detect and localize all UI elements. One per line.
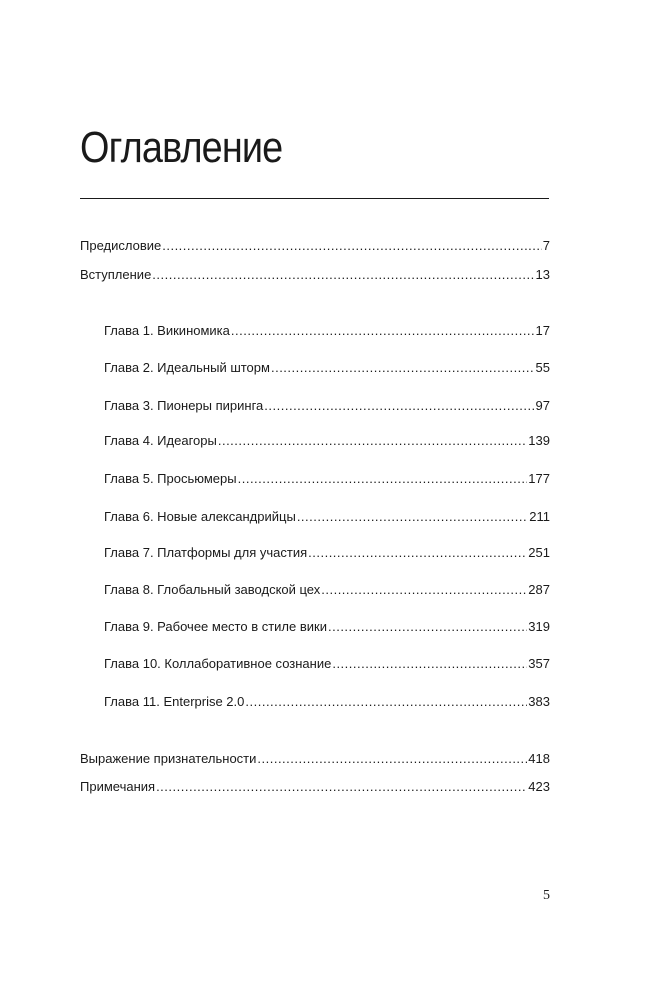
toc-entry-label: Глава 6. Новые александрийцы (104, 509, 296, 524)
toc-entry-page: 287 (528, 582, 550, 597)
toc-entry-label: Примечания (80, 779, 156, 794)
dot-leader (218, 430, 527, 452)
toc-entry-page: 13 (535, 267, 550, 282)
toc-entry-page: 319 (528, 619, 550, 634)
toc-chapter-entry (104, 616, 550, 638)
toc-chapter-entry (104, 542, 550, 564)
toc-chapter-entry (104, 579, 550, 601)
toc-entry-label: Вступление (80, 267, 152, 282)
dot-leader (156, 776, 527, 798)
title-divider (80, 198, 549, 199)
toc-entry-label: Глава 5. Просьюмеры (104, 471, 237, 486)
toc-chapter-entry (104, 357, 550, 379)
page-title: Оглавление (80, 123, 283, 172)
toc-entry-page: 139 (528, 433, 550, 448)
toc-entry-page: 177 (528, 471, 550, 486)
page-number: 5 (543, 888, 550, 903)
toc-chapter-entry (104, 430, 550, 452)
toc-entry-page: 55 (535, 360, 550, 375)
dot-leader (308, 542, 527, 564)
toc-entry-label: Глава 1. Викиномика (104, 323, 230, 338)
toc-chapter-entry (104, 653, 550, 675)
toc-entry-page: 211 (529, 509, 550, 524)
dot-leader (264, 395, 534, 417)
toc-entry-label: Глава 9. Рабочее место в стиле вики (104, 619, 327, 634)
toc-entry-page: 17 (535, 323, 550, 338)
toc-entry-page: 7 (542, 238, 550, 253)
toc-chapter-entry (104, 691, 550, 713)
toc-entry (80, 776, 550, 798)
toc-entry-label: Глава 4. Идеагоры (104, 433, 217, 448)
dot-leader (162, 235, 542, 257)
toc-entry-label: Глава 8. Глобальный заводской цех (104, 582, 321, 597)
toc-entry (80, 748, 550, 770)
toc-entry (80, 235, 550, 257)
toc-entry-label: Глава 11. Enterprise 2.0 (104, 694, 245, 709)
dot-leader (238, 468, 528, 490)
dot-leader (321, 579, 527, 601)
toc-entry-label: Глава 10. Коллаборативное сознание (104, 656, 332, 671)
dot-leader (328, 616, 527, 638)
dot-leader (231, 320, 535, 342)
toc-entry-page: 383 (528, 694, 550, 709)
dot-leader (257, 748, 527, 770)
toc-chapter-entry (104, 506, 550, 528)
toc-chapter-entry (104, 468, 550, 490)
dot-leader (271, 357, 535, 379)
toc-entry-page: 357 (528, 656, 550, 671)
toc-entry-page: 423 (528, 779, 550, 794)
toc-entry-label: Глава 7. Платформы для участия (104, 545, 308, 560)
dot-leader (332, 653, 527, 675)
dot-leader (152, 264, 534, 286)
toc-entry (80, 264, 550, 286)
toc-chapter-entry (104, 320, 550, 342)
dot-leader (297, 506, 528, 528)
toc-entry-page: 418 (528, 751, 550, 766)
toc-chapter-entry (104, 395, 550, 417)
toc-entry-label: Выражение признательности (80, 751, 257, 766)
dot-leader (245, 691, 527, 713)
toc-entry-label: Глава 2. Идеальный шторм (104, 360, 270, 375)
toc-entry-page: 251 (528, 545, 550, 560)
toc-entry-label: Предисловие (80, 238, 162, 253)
toc-entry-page: 97 (535, 398, 550, 413)
toc-entry-label: Глава 3. Пионеры пиринга (104, 398, 264, 413)
